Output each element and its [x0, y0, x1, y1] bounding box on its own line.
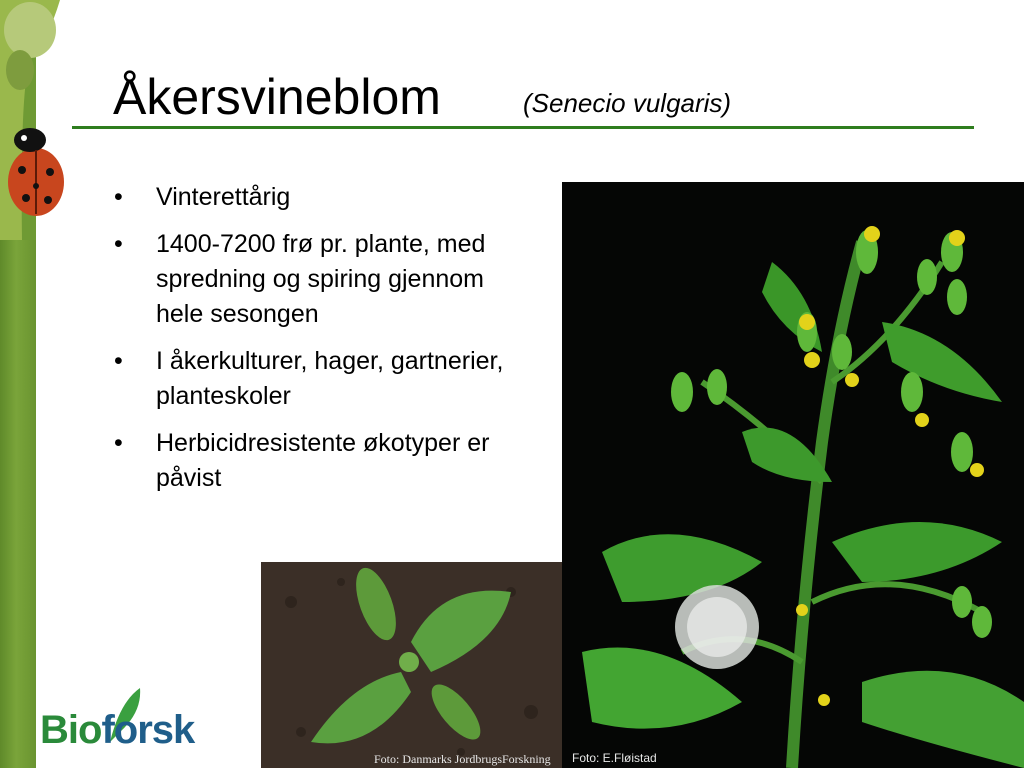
title-underline: [72, 126, 974, 129]
groundsel-plant-photo: [562, 182, 1024, 768]
bullet-text: I åkerkulturer, hager, gartnerier, planteskoler: [156, 347, 504, 410]
ladybug-icon: [8, 128, 64, 216]
bullet-list: [110, 180, 530, 508]
bullet-item: [110, 344, 530, 414]
bioforsk-logo: [40, 708, 194, 753]
seedling-photo-credit: Foto: Danmarks JordbrugsForskning: [374, 752, 551, 766]
bullet-icon: •: [114, 429, 123, 457]
bullet-text: 1400-7200 frø pr. plante, med spredning og spiring gjennom hele sesongen: [156, 230, 486, 328]
bullet-icon: •: [114, 230, 123, 258]
bullet-text: Vinterettårig: [156, 183, 291, 211]
plant-photo-credit: Foto: E.Fløistad: [572, 751, 657, 765]
slide-title: Åkersvineblom: [113, 69, 441, 125]
logo-part-forsk: forsk: [101, 708, 195, 752]
bullet-item: [110, 227, 530, 332]
seedling-photo: [261, 562, 562, 768]
bullet-icon: •: [114, 347, 123, 375]
bullet-item: [110, 180, 530, 215]
stem-with-ladybug-image: [0, 0, 70, 240]
scientific-name: (Senecio vulgaris): [523, 88, 732, 118]
bullet-icon: •: [114, 183, 123, 211]
bullet-text: Herbicidresistente økotyper er påvist: [156, 429, 490, 492]
logo-part-bio: Bio: [40, 708, 102, 752]
bullet-item: [110, 426, 530, 496]
